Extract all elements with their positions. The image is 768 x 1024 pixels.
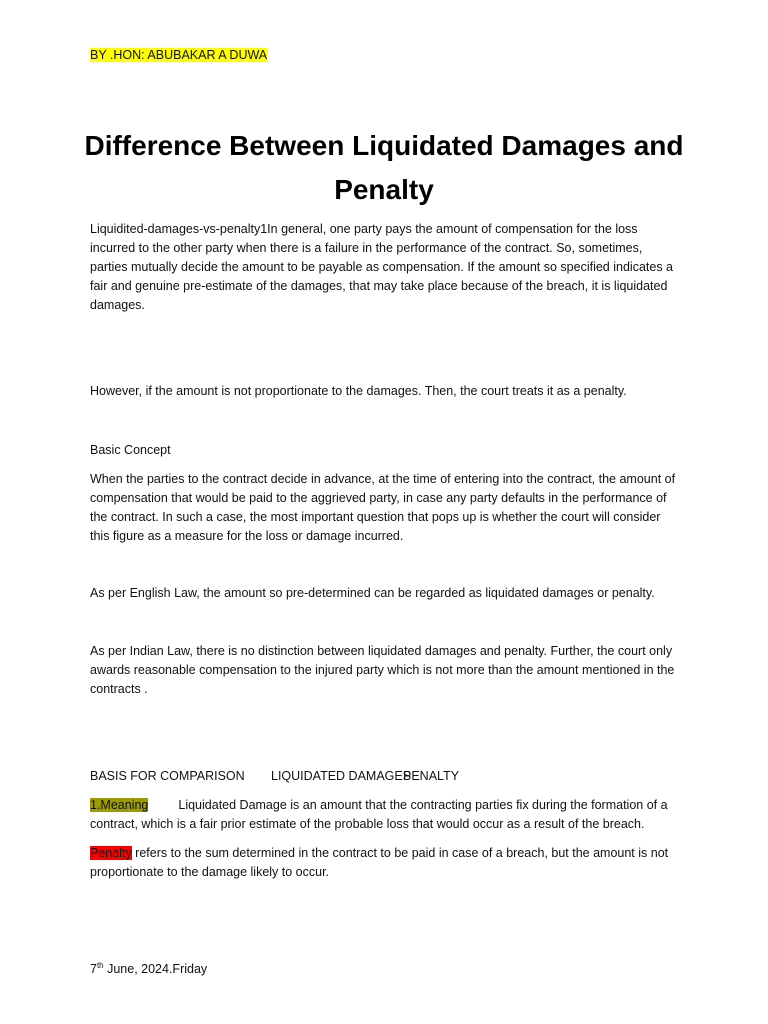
footer-day: 7 bbox=[90, 962, 97, 976]
however-paragraph: However, if the amount is not proportionate to the damages. Then, the court treats it as a penalty. bbox=[90, 384, 627, 398]
comparison-col-liquidated: LIQUIDATED DAMAGES bbox=[271, 769, 412, 783]
footer-date-rest: June, 2024.Friday bbox=[103, 962, 208, 976]
footer-date bbox=[90, 960, 680, 979]
penalty-text: refers to the sum determined in the contract to be paid in case of a breach, but the amount is not proportionate to the damage likely to occur. bbox=[90, 846, 669, 879]
basic-concept-heading: Basic Concept bbox=[90, 443, 171, 457]
footer-day-suffix: th bbox=[96, 960, 104, 970]
comparison-col-penalty: PENALTY bbox=[403, 769, 460, 783]
comparison-col-basis: BASIS FOR COMPARISON bbox=[90, 769, 245, 783]
meaning-row bbox=[90, 796, 680, 834]
author-highlight: BY .HON: ABUBAKAR A DUWA bbox=[90, 48, 268, 62]
indian-law-paragraph: As per Indian Law, there is no distinction between liquidated damages and penalty. Further, the court only awards reasonable compensation to the injured party which is not more than the amount mentioned in the contracts . bbox=[90, 644, 675, 696]
author-line bbox=[90, 46, 680, 65]
penalty-row bbox=[90, 844, 680, 882]
english-law-paragraph: As per English Law, the amount so pre-determined can be regarded as liquidated damages or penalty. bbox=[90, 586, 655, 600]
intro-paragraph: Liquidited-damages-vs-penalty1In general, one party pays the amount of compensation for the loss incurred to the other party when there is a failure in the performance of the contract. So, sometimes, parties mutually decide the amount to be payable as compensation. If the amount so specified indicates a fair and genuine pre-estimate of the damages, that may take place because of the breach, it is liquidated damages. bbox=[90, 222, 673, 312]
page-title: Difference Between Liquidated Damages and Penalty bbox=[84, 130, 684, 205]
basic-concept-paragraph: When the parties to the contract decide in advance, at the time of entering into the contract, the amount of compensation that would be paid to the aggrieved party, in case any party defaults in the performance of the contract. In such a case, the most important question that pops up is whether the court will consider this figure as a measure for the loss or damage incurred. bbox=[90, 472, 676, 543]
meaning-label: 1.Meaning bbox=[90, 798, 149, 812]
meaning-text: Liquidated Damage is an amount that the contracting parties fix during the formation of a contract, which is a fair prior estimate of the probable loss that would occur as a result of the breach. bbox=[90, 798, 668, 831]
penalty-label: Penalty bbox=[90, 846, 132, 860]
